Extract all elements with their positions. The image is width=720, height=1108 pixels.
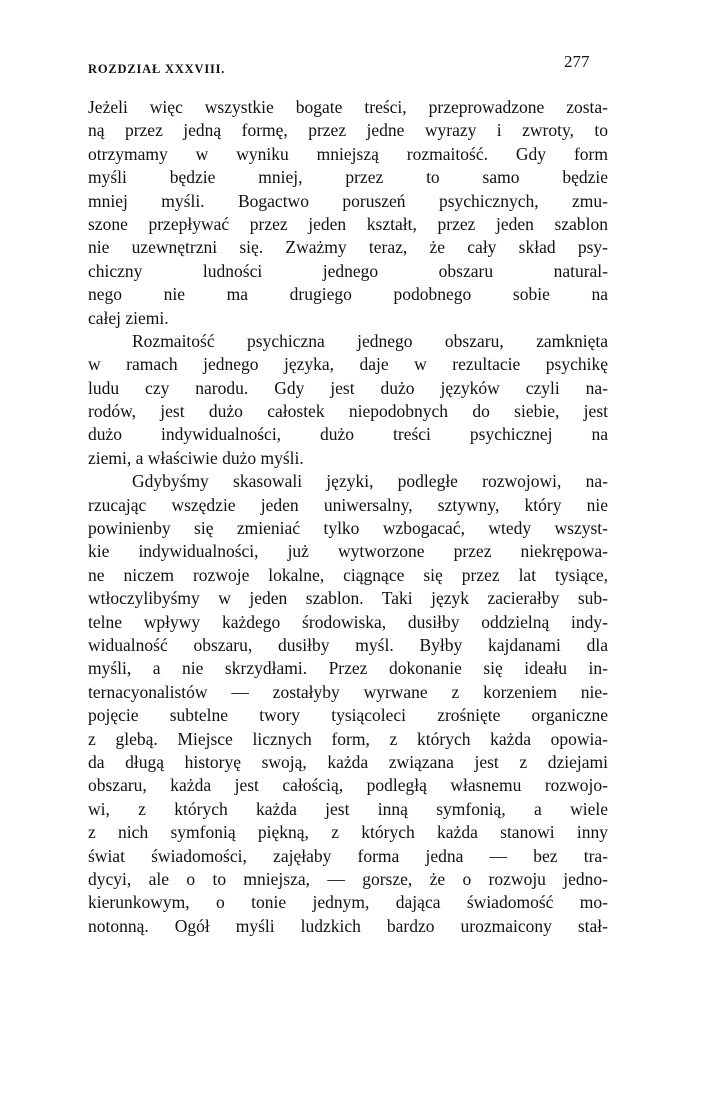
text-line: z nich symfonią piękną, z których każda stanowi inny (88, 822, 608, 843)
text-line: obszaru, każda jest całością, podległą własnemu rozwojo- (88, 775, 608, 796)
text-line: notonną. Ogół myśli ludzkich bardzo urozmaicony stał- (88, 915, 608, 936)
text-line: powinienby się zmieniać tylko wzbogacać, wtedy wszyst- (88, 518, 608, 539)
page-number: 277 (564, 52, 590, 71)
text-line: Rozmaitość psychiczna jednego obszaru, zamknięta (132, 330, 608, 351)
text-line: ną przez jedną formę, przez jedne wyrazy i zwroty, to (88, 120, 608, 141)
text-line: widualność obszaru, dusiłby myśl. Byłby kajdanami dla (88, 634, 608, 655)
text-line: ternacyonalistów — zostałyby wyrwane z korzeniem nie- (88, 681, 608, 702)
text-line: Jeżeli więc wszystkie bogate treści, przeprowadzone zosta- (88, 97, 608, 117)
text-line: dycyi, ale o to mniejsza, — gorsze, że o rozwoju jedno- (88, 868, 608, 889)
text-line: telne wpływy każdego środowiska, dusiłby oddzielną indy- (88, 611, 608, 632)
text-line: myśli będzie mniej, przez to samo będzie (88, 167, 608, 188)
text-line: nie uzewnętrzni się. Zważmy teraz, że cały skład psy- (88, 237, 608, 258)
body-text (88, 96, 608, 938)
text-line: pojęcie subtelne twory tysiącoleci zrośnięte organiczne (88, 705, 608, 726)
text-line: dużo indywidualności, dużo treści psychicznej na (88, 424, 608, 445)
text-line: rzucając wszędzie jeden uniwersalny, sztywny, który nie (88, 494, 608, 515)
text-line: z glebą. Miejsce licznych form, z których każda opowia- (88, 728, 608, 749)
text-line: całej ziemi. (88, 307, 169, 328)
text-line: ne niczem rozwoje lokalne, ciągnące się przez lat tysiące, (88, 564, 608, 585)
text-line: Gdybyśmy skasowali języki, podległe rozwojowi, na- (132, 471, 608, 492)
text-line: otrzymamy w wyniku mniejszą rozmaitość. Gdy form (88, 143, 608, 164)
text-line: w ramach jednego języka, daje w rezultacie psychikę (88, 354, 608, 375)
text-line: rodów, jest dużo całostek niepodobnych do siebie, jest (88, 401, 608, 422)
text-line: kierunkowym, o tonie jednym, dająca świadomość mo- (88, 892, 608, 913)
chapter-heading: ROZDZIAŁ XXXVIII. (88, 62, 226, 76)
text-line: chiczny ludności jednego obszaru natural- (88, 260, 608, 281)
text-line: wtłoczylibyśmy w jeden szablon. Taki język zacierałby sub- (88, 588, 608, 609)
text-line: ziemi, a właściwie dużo myśli. (88, 447, 304, 468)
text-line: wi, z których każda jest inną symfonią, a wiele (88, 798, 608, 819)
text-line: mniej myśli. Bogactwo poruszeń psychicznych, zmu- (88, 190, 608, 211)
text-line: szone przepływać przez jeden kształt, przez jeden szablon (88, 213, 608, 234)
text-line: świat świadomości, zajęłaby forma jedna — bez tra- (88, 845, 608, 866)
text-line: myśli, a nie skrzydłami. Przez dokonanie się ideału in- (88, 658, 608, 679)
text-line: ludu czy narodu. Gdy jest dużo języków czyli na- (88, 377, 608, 398)
text-line: nego nie ma drugiego podobnego sobie na (88, 284, 608, 305)
text-line: da długą historyę swoją, każda związana jest z dziejami (88, 751, 608, 772)
text-line: kie indywidualności, już wytworzone przez niekrępowa- (88, 541, 608, 562)
